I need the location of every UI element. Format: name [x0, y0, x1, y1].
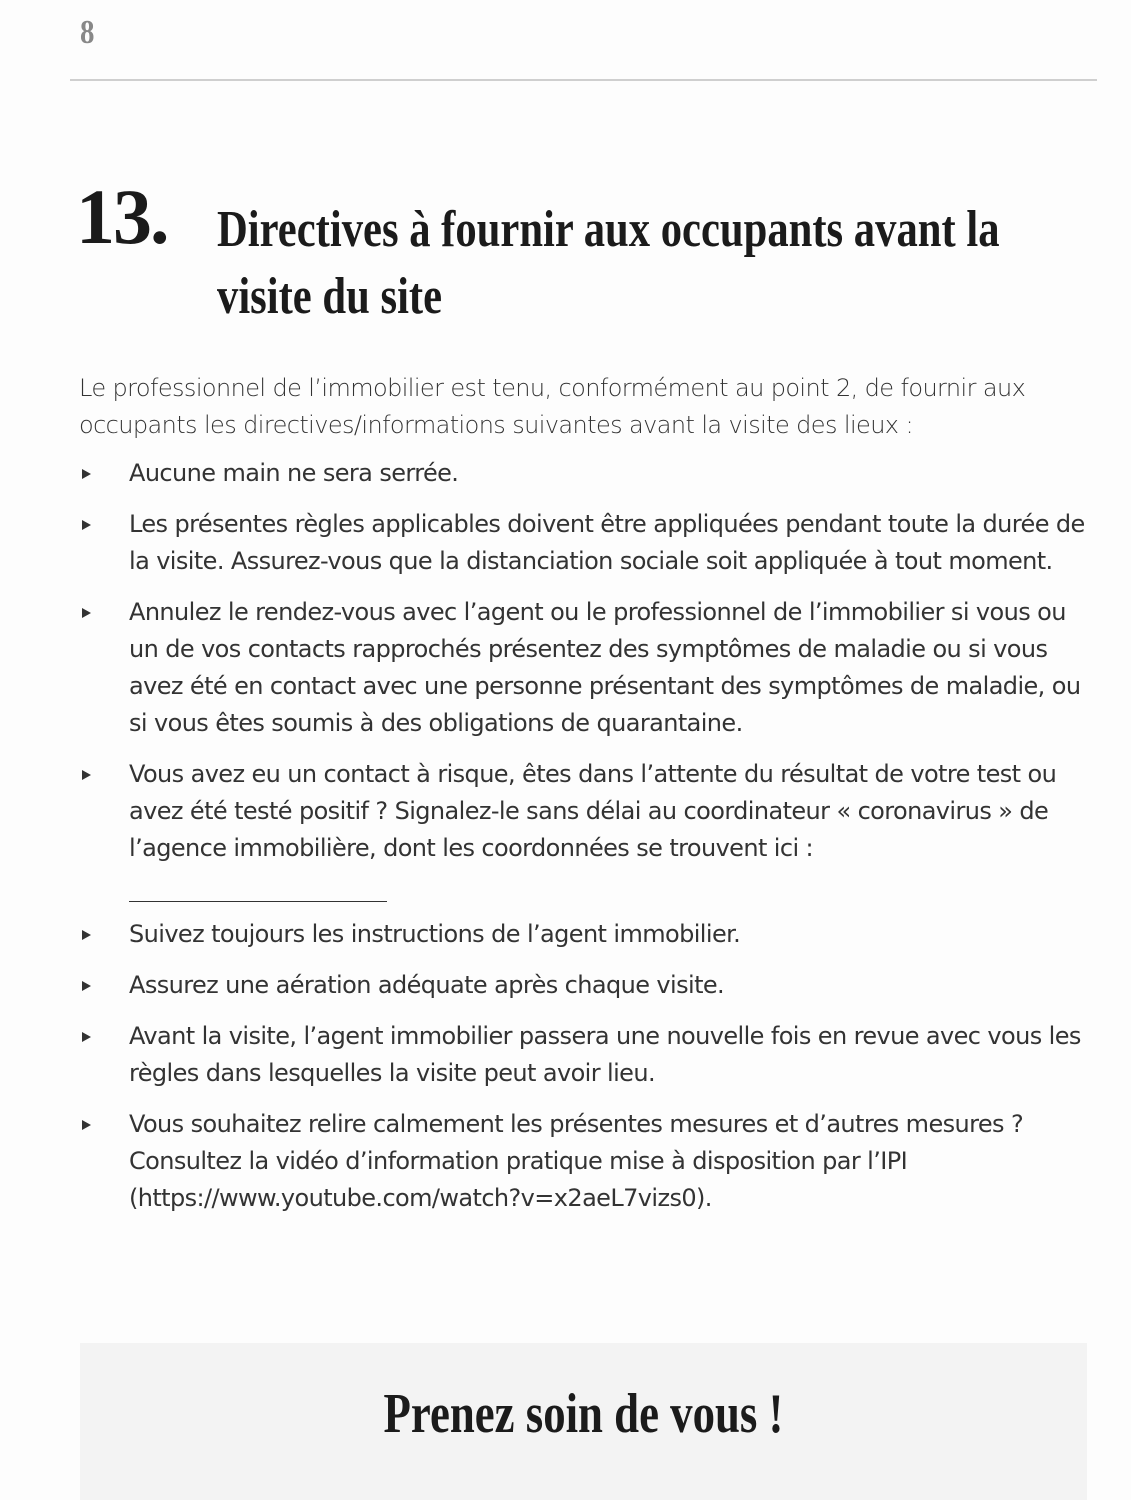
list-item	[79, 916, 1099, 953]
triangle-bullet-icon	[82, 520, 91, 530]
list-item	[79, 1106, 1099, 1217]
page-number: 8	[80, 14, 95, 51]
directives-list	[79, 455, 1099, 1231]
section-title: Directives à fournir aux occupants avant la visite du site	[217, 201, 1000, 325]
triangle-bullet-icon	[82, 770, 91, 780]
triangle-bullet-icon	[82, 1120, 91, 1130]
list-item	[79, 506, 1099, 580]
triangle-bullet-icon	[82, 608, 91, 618]
list-item-text: Les présentes règles applicables doivent être appliquées pendant toute la durée de la visite. Assurez-vous que la distanciation sociale soit appliquée à tout moment.	[129, 510, 1085, 575]
list-item	[79, 967, 1099, 1004]
triangle-bullet-icon	[82, 469, 91, 479]
list-item-text: Assurez une aération adéquate après chaque visite.	[129, 971, 725, 999]
list-item-text: Suivez toujours les instructions de l’agent immobilier.	[129, 920, 741, 948]
list-item-text: Vous avez eu un contact à risque, êtes dans l’attente du résultat de votre test ou avez été testé positif ? Signalez-le sans délai au coordinateur « coronavirus » de l’agence immobilière, dont les coordonnées se trouvent ici :	[129, 760, 1057, 862]
list-item	[79, 594, 1099, 742]
intro-paragraph: Le professionnel de l’immobilier est tenu, conformément au point 2, de fournir aux occupants les directives/informations suivantes avant la visite des lieux :	[79, 374, 1026, 439]
list-item-text: Vous souhaitez relire calmement les présentes mesures et d’autres mesures ? Consultez la vidéo d’information pratique mise à disposition par l’IPI (https://www.youtube.com/watch?v=x2aeL7vizs0).	[129, 1110, 1024, 1212]
contact-blank-line	[129, 867, 387, 902]
callout-text: Prenez soin de vous !	[383, 1383, 784, 1445]
callout-box	[80, 1343, 1087, 1500]
list-item	[79, 455, 1099, 492]
list-item	[79, 1018, 1099, 1092]
list-item-text: Annulez le rendez-vous avec l’agent ou le professionnel de l’immobilier si vous ou un de vos contacts rapprochés présentez des symptômes de maladie ou si vous avez été en contact avec une personne présentant des symptômes de maladie, ou si vous êtes soumis à des obligations de quarantaine.	[129, 598, 1081, 737]
triangle-bullet-icon	[82, 981, 91, 991]
header-divider	[70, 79, 1097, 81]
triangle-bullet-icon	[82, 930, 91, 940]
list-item-text: Aucune main ne sera serrée.	[129, 459, 459, 487]
triangle-bullet-icon	[82, 1032, 91, 1042]
section-number: 13.	[76, 173, 168, 260]
list-item	[79, 756, 1099, 902]
list-item-text: Avant la visite, l’agent immobilier passera une nouvelle fois en revue avec vous les règles dans lesquelles la visite peut avoir lieu.	[129, 1022, 1081, 1087]
